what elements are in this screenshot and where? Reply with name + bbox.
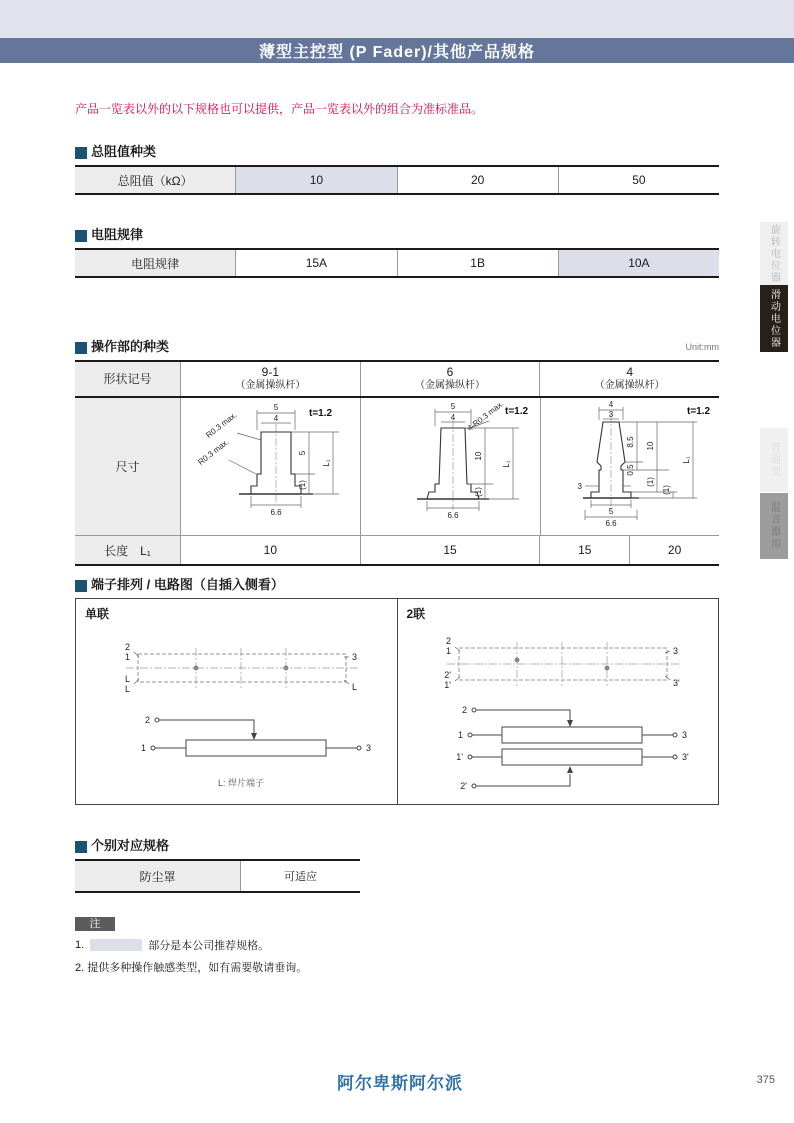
sidebar-tab-standard-type xyxy=(760,428,788,492)
section-title xyxy=(75,578,719,592)
svg-text:3': 3' xyxy=(673,678,680,688)
total-resistance-table xyxy=(75,165,719,195)
section-title xyxy=(75,145,719,159)
svg-text:8.5: 8.5 xyxy=(626,436,635,448)
shape-code: 4 xyxy=(626,365,634,379)
svg-text:5: 5 xyxy=(450,402,456,411)
shape-material: （金属操纵杆） xyxy=(415,380,485,391)
svg-text:1: 1 xyxy=(458,730,464,740)
svg-text:6.6: 6.6 xyxy=(270,508,282,517)
section-bullet-icon xyxy=(75,342,87,354)
svg-text:4: 4 xyxy=(450,413,456,422)
svg-text:10: 10 xyxy=(646,441,655,451)
svg-text:10: 10 xyxy=(474,451,483,461)
svg-text:4-R0.3 max.: 4-R0.3 max. xyxy=(465,399,506,433)
section-bullet-icon xyxy=(75,230,87,242)
section-title-text: 个别对应规格 xyxy=(91,838,170,853)
svg-text:L: L xyxy=(124,684,130,694)
length-value: 15 xyxy=(360,536,540,564)
sidebar-tab-label: 普通型 xyxy=(768,442,780,478)
page-number: 375 xyxy=(756,1074,775,1086)
svg-text:L: 焊片端子: L: 焊片端子 xyxy=(217,778,264,788)
length-value: 20 xyxy=(629,536,719,564)
dual-unit-heading: 2联 xyxy=(406,607,426,621)
note-item-2 xyxy=(75,959,719,975)
svg-text:3: 3 xyxy=(351,652,357,662)
value-cell: 1B xyxy=(397,250,558,276)
svg-text:1: 1 xyxy=(140,743,146,753)
svg-text:3: 3 xyxy=(682,730,688,740)
svg-text:t=1.2: t=1.2 xyxy=(687,406,711,417)
notes xyxy=(75,917,719,975)
lever-dims-row xyxy=(75,398,719,535)
row-label: 防尘罩 xyxy=(75,861,240,891)
row-label: 总阻值（kΩ） xyxy=(75,167,235,193)
single-unit-panel xyxy=(76,599,397,804)
sidebar-tab-slide-potentiometers xyxy=(760,285,788,352)
svg-text:R0.3 max.: R0.3 max. xyxy=(196,437,231,467)
single-unit-heading: 单联 xyxy=(85,607,110,621)
svg-text:(1): (1) xyxy=(474,487,483,497)
svg-text:2: 2 xyxy=(144,715,150,725)
intro-note: 产品一览表以外的以下规格也可以提供，产品一览表以外的组合为准标准品。 xyxy=(75,102,484,116)
sidebar-tab-label: 混音器用 xyxy=(768,502,780,550)
dual-unit-diagram xyxy=(407,622,717,807)
svg-text:(1): (1) xyxy=(298,480,307,490)
note-item-1 xyxy=(75,937,719,953)
svg-text:2': 2' xyxy=(460,781,468,791)
lever-drawing-9-1 xyxy=(180,398,360,535)
svg-text:4: 4 xyxy=(273,414,279,423)
value-cell-highlighted: 10 xyxy=(235,167,396,193)
page-title: 薄型主控型 (P Fader)/其他产品规格 xyxy=(259,44,535,61)
shape-material: （金属操纵杆） xyxy=(594,380,665,391)
technical-drawing-9-1 xyxy=(181,398,360,535)
lever-column-header xyxy=(539,362,719,396)
value-cell: 50 xyxy=(558,167,719,193)
svg-text:L: L xyxy=(351,682,357,692)
sidebar-tab-mixer-use xyxy=(760,493,788,559)
lever-header-row xyxy=(75,362,719,398)
svg-text:3: 3 xyxy=(365,743,371,753)
note-text: 部分是本公司推荐规格。 xyxy=(148,940,270,952)
value-cell: 可适应 xyxy=(240,861,360,891)
row-label: 电阻规律 xyxy=(75,250,235,276)
single-unit-diagram xyxy=(86,624,396,802)
shape-code-label: 形状记号 xyxy=(75,362,180,396)
svg-text:R0.3 max.: R0.3 max. xyxy=(204,410,239,440)
svg-text:2: 2 xyxy=(124,642,130,652)
svg-text:(1): (1) xyxy=(646,477,655,487)
svg-text:1': 1' xyxy=(456,752,464,762)
svg-text:L₁: L₁ xyxy=(682,456,691,464)
svg-text:t=1.2: t=1.2 xyxy=(505,406,529,417)
taper-table xyxy=(75,248,719,278)
section-title-text: 总阻值种类 xyxy=(91,144,157,159)
section-bullet-icon xyxy=(75,841,87,853)
svg-text:5: 5 xyxy=(298,450,307,456)
table-row xyxy=(75,167,719,193)
svg-text:L: L xyxy=(124,674,130,684)
note-text: 2. 提供多种操作触感类型，如有需要敬请垂询。 xyxy=(75,962,308,974)
section-title-text: 端子排列 / 电路图（自插入侧看） xyxy=(91,577,284,592)
svg-text:L₁: L₁ xyxy=(502,460,511,468)
section-individual xyxy=(75,839,719,893)
svg-text:2: 2 xyxy=(446,636,452,646)
section-lever-types xyxy=(75,340,719,566)
table-row xyxy=(75,861,360,891)
svg-text:L₁: L₁ xyxy=(322,459,331,467)
shape-material: （金属操纵杆） xyxy=(235,380,306,391)
content xyxy=(75,100,719,975)
technical-drawing-6 xyxy=(361,398,540,535)
section-taper xyxy=(75,228,719,278)
svg-text:1: 1 xyxy=(446,646,452,656)
svg-text:(1): (1) xyxy=(662,485,671,495)
individual-table xyxy=(75,859,360,893)
shape-code: 6 xyxy=(446,365,454,379)
svg-text:6.6: 6.6 xyxy=(605,519,617,528)
svg-text:3: 3 xyxy=(577,482,582,491)
page-header-bar xyxy=(0,38,794,63)
table-row xyxy=(75,250,719,276)
value-cell-highlighted: 10A xyxy=(558,250,719,276)
lever-length-row xyxy=(75,535,719,564)
section-terminals xyxy=(75,578,719,805)
svg-text:2: 2 xyxy=(462,705,468,715)
sidebar-tab-label: 滑动电位器 xyxy=(768,288,780,349)
lever-drawing-4 xyxy=(540,398,720,535)
svg-text:5: 5 xyxy=(273,403,279,412)
note-badge: 注 xyxy=(75,917,115,931)
note-number: 1. xyxy=(75,939,85,951)
section-title xyxy=(75,340,719,354)
lever-table xyxy=(75,360,719,566)
svg-text:3: 3 xyxy=(673,646,679,656)
length-value: 10 xyxy=(180,536,360,564)
svg-text:5: 5 xyxy=(608,507,614,516)
sidebar-tab-rotary-potentiometers xyxy=(760,222,788,285)
section-title xyxy=(75,228,719,242)
section-bullet-icon xyxy=(75,580,87,592)
section-title-text: 电阻规律 xyxy=(91,227,144,242)
top-band xyxy=(0,0,794,38)
technical-drawing-4 xyxy=(541,398,720,535)
dims-label: 尺寸 xyxy=(75,398,180,535)
svg-text:3: 3 xyxy=(608,410,614,419)
lever-drawing-6 xyxy=(360,398,540,535)
svg-text:2': 2' xyxy=(444,670,452,680)
length-value-split xyxy=(539,536,719,564)
shape-code: 9-1 xyxy=(261,365,279,379)
alps-alpine-logo: 阿尔卑斯阿尔派 xyxy=(337,1074,463,1093)
dual-unit-panel xyxy=(397,599,719,804)
svg-text:0.5: 0.5 xyxy=(626,464,635,476)
sidebar-tab-label: 旋转电位器 xyxy=(768,223,780,284)
section-title xyxy=(75,839,719,853)
highlight-swatch xyxy=(90,939,142,951)
section-title-text: 操作部的种类 xyxy=(91,339,170,354)
svg-text:4: 4 xyxy=(608,400,614,409)
length-label: 长度 L₁ xyxy=(75,536,180,564)
svg-text:t=1.2: t=1.2 xyxy=(309,408,333,419)
svg-text:6.6: 6.6 xyxy=(447,511,459,520)
unit-note: Unit:mm xyxy=(685,342,719,352)
length-value: 15 xyxy=(578,543,592,557)
lever-column-header xyxy=(180,362,360,396)
svg-text:1': 1' xyxy=(444,680,452,690)
svg-text:3': 3' xyxy=(682,752,689,762)
terminal-diagram-box xyxy=(75,598,719,805)
svg-text:1: 1 xyxy=(124,652,130,662)
value-cell: 15A xyxy=(235,250,396,276)
section-bullet-icon xyxy=(75,147,87,159)
lever-column-header xyxy=(360,362,540,396)
section-total-resistance xyxy=(75,145,719,195)
value-cell: 20 xyxy=(397,167,558,193)
